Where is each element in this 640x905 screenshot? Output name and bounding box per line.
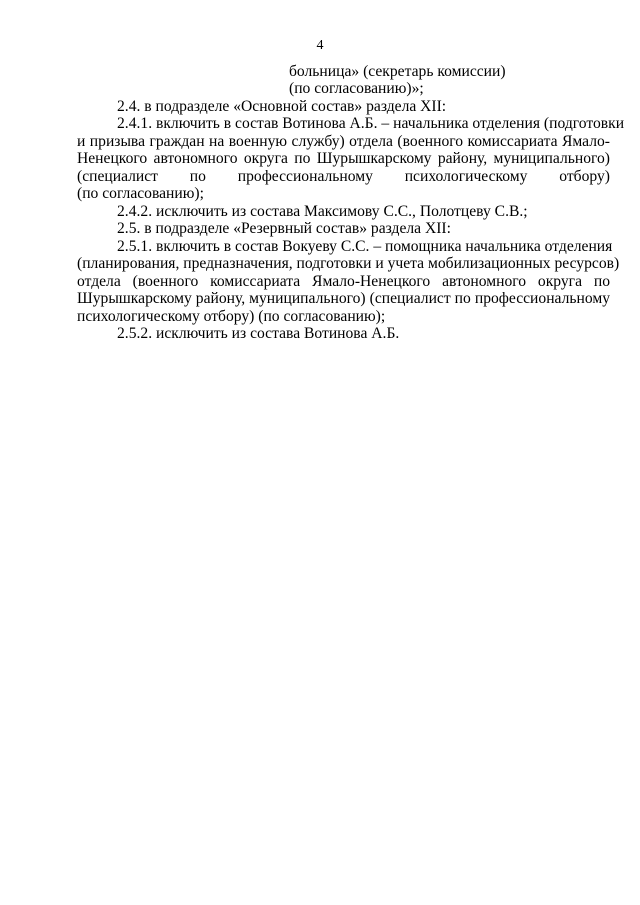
paragraph-2-5-1-line-5: психологическому отбору) (по согласованию);	[77, 308, 386, 325]
page-number: 4	[316, 38, 324, 53]
paragraph-2-4-heading: 2.4. в подразделе «Основной состав» раздела XII:	[117, 98, 447, 115]
paragraph-2-5-1-line-1: 2.5.1. включить в состав Вокуеву С.С. – помощника начальника отделения	[117, 238, 613, 255]
text-line-hospital-secretary: больница» (секретарь комиссии)	[289, 63, 506, 80]
paragraph-2-5-1-line-4: Шурышкарскому району, муниципального) (специалист по профессиональному	[77, 290, 610, 307]
paragraph-2-4-2: 2.4.2. исключить из состава Максимову С.С., Полотцеву С.В.;	[117, 203, 528, 220]
paragraph-2-4-1-line-5: (по согласованию);	[77, 185, 204, 202]
paragraph-2-4-1-line-2: и призыва граждан на военную службу) отдела (военного комиссариата Ямало-	[77, 133, 610, 150]
paragraph-2-4-1-line-3: Ненецкого автономного округа по Шурышкарскому району, муниципального)	[77, 150, 610, 167]
text-line-agreement-close: (по согласованию)»;	[289, 80, 424, 97]
paragraph-2-5-1-line-3: отдела (военного комиссариата Ямало-Ненецкого автономного округа по	[77, 273, 610, 290]
paragraph-2-5-1-line-2: (планирования, предназначения, подготовки и учета мобилизационных ресурсов)	[77, 255, 620, 272]
paragraph-2-5-heading: 2.5. в подразделе «Резервный состав» раздела XII:	[117, 220, 451, 237]
paragraph-2-4-1-line-1: 2.4.1. включить в состав Вотинова А.Б. – начальника отделения (подготовки	[117, 115, 625, 132]
paragraph-2-4-1-line-4: (специалист по профессиональному психологическому отбору)	[77, 168, 610, 185]
paragraph-2-5-2: 2.5.2. исключить из состава Вотинова А.Б.	[117, 325, 400, 342]
